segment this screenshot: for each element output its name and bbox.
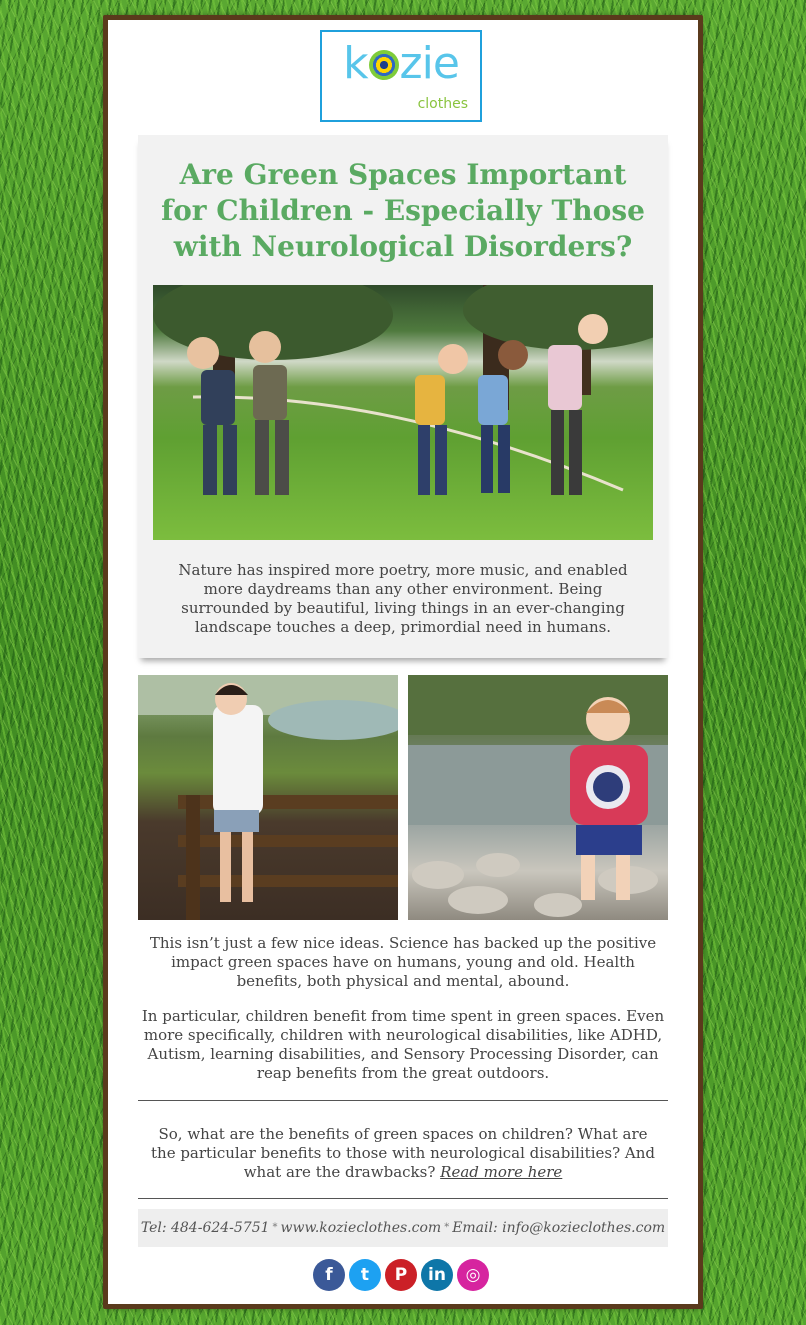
cta-text: So, what are the benefits of green spaces on children? What are the particular benefits to those with neurological disabilities? And what are the drawbacks? bbox=[151, 1125, 655, 1181]
science-paragraph: This isn’t just a few nice ideas. Science has backed up the positive impact green spaces have on humans, young and old. Health benefits, both physical and mental, abound. bbox=[149, 934, 657, 990]
children-benefit-paragraph: In particular, children benefit from time spent in green spaces. Even more specifically, children with neurological disabilities, like ADHD, Autism, learning disabilities, and Sensory Processing Disorder, can reap benefits from the great outdoors. bbox=[141, 1007, 665, 1082]
girl-on-fence-illustration bbox=[138, 675, 398, 920]
divider-bottom bbox=[138, 1198, 668, 1199]
contact-website[interactable]: www.kozieclothes.com bbox=[280, 1220, 442, 1236]
logo-letter-k: k bbox=[343, 38, 368, 89]
divider-top bbox=[138, 1100, 668, 1101]
facebook-icon[interactable]: f bbox=[313, 1259, 345, 1291]
logo-letters-zie: zie bbox=[399, 38, 459, 89]
social-links bbox=[313, 1259, 489, 1291]
contact-email[interactable]: Email: info@kozieclothes.com bbox=[452, 1220, 666, 1236]
girl-on-fence-photo bbox=[138, 675, 398, 920]
cta-paragraph bbox=[148, 1125, 658, 1182]
intro-paragraph: Nature has inspired more poetry, more music, and enabled more daydreams than any other environment. Being surrounded by beautiful, living things in an ever-changing landscape touches a deep, primordial need in humans. bbox=[178, 561, 628, 636]
boy-by-stream-illustration bbox=[408, 675, 668, 920]
article-title: Are Green Spaces Important for Children - Especially Those with Neurological Disorders? bbox=[161, 158, 645, 263]
read-more-link[interactable]: Read more here bbox=[440, 1163, 563, 1181]
contact-bar bbox=[138, 1209, 668, 1247]
instagram-icon[interactable]: ◎ bbox=[457, 1259, 489, 1291]
boy-by-stream-photo bbox=[408, 675, 668, 920]
tug-of-war-illustration bbox=[153, 285, 653, 540]
kids-tug-of-war-photo bbox=[153, 285, 653, 540]
twitter-icon[interactable]: t bbox=[349, 1259, 381, 1291]
logo-subtitle: clothes bbox=[417, 96, 468, 112]
logo-target-icon bbox=[369, 50, 399, 80]
pinterest-icon[interactable]: P bbox=[385, 1259, 417, 1291]
linkedin-icon[interactable]: in bbox=[421, 1259, 453, 1291]
contact-separator: * bbox=[272, 1222, 278, 1233]
kozie-logo[interactable] bbox=[320, 30, 482, 122]
logo-wordmark bbox=[322, 38, 480, 90]
contact-separator: * bbox=[444, 1222, 450, 1233]
newsletter-card bbox=[103, 15, 703, 1309]
hero-section bbox=[138, 135, 668, 658]
contact-phone[interactable]: Tel: 484-624-5751 bbox=[140, 1220, 270, 1236]
